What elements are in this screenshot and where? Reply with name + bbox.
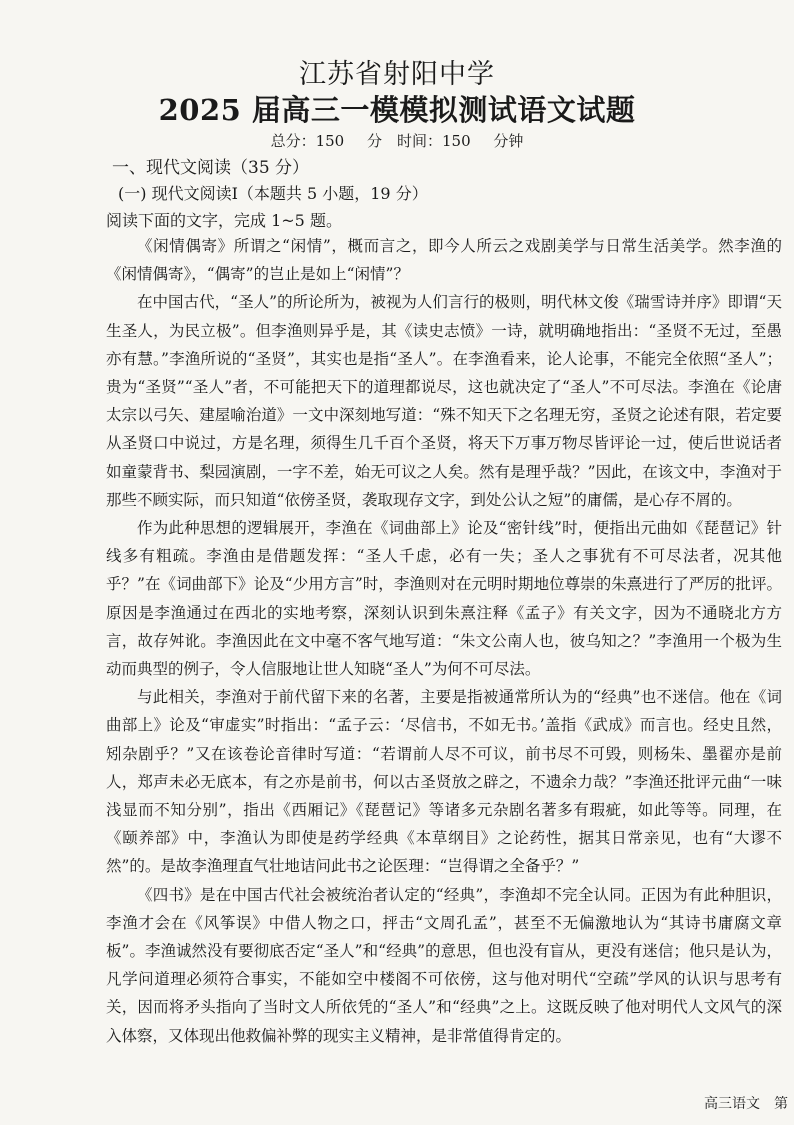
reading-instruction: 阅读下面的文字，完成 1~5 题。 xyxy=(106,211,342,230)
subsection-heading: (一) 现代文阅读Ⅰ（本题共 5 小题，19 分） xyxy=(118,184,428,203)
passage-paragraph: 《闲情偶寄》所谓之“闲情”，概而言之，即今人所云之戏剧美学与日常生活美学。然李渔的《闲情偶寄》，“偶寄”的岂止是如上“闲情”？ xyxy=(106,237,782,284)
page-footer: 高三语文 第 xyxy=(704,1096,788,1112)
reading-passage xyxy=(106,232,782,1050)
passage-paragraph: 与此相关，李渔对于前代留下来的名著，主要是指被通常所认为的“经典”也不迷信。他在《词曲部上》论及“审虚实”时指出：“孟子云：‘尽信书，不如无书。’盖指《武成》而言也。经史且然，矧杂剧乎？”又在该卷论音律时写道：“若谓前人尽不可议，前书尽不可毁，则杨朱、墨翟亦是前人，郑声未必无底本，有之亦是前书，何以古圣贤放之辟之，不遗余力哉？”李渔还批评元曲“一味浅显而不知分别”，指出《西厢记》《琵琶记》等诸多元杂剧名著多有瑕疵，如此等等。同理，在《颐养部》中，李渔认为即使是药学经典《本草纲目》之论药性，据其日常亲见，也有“大谬不然”的。是故李渔理直气壮地诘问此书之论医理：“岂得谓之全备乎？” xyxy=(106,688,782,876)
section-heading: 一、现代文阅读（35 分） xyxy=(112,158,310,178)
passage-paragraph: 作为此种思想的逻辑展开，李渔在《词曲部上》论及“密针线”时，便指出元曲如《琵琶记》针线多有粗疏。李渔由是借题发挥：“圣人千虑，必有一失；圣人之事犹有不可尽法者，况其他乎？”在《词曲部下》论及“少用方言”时，李渔则对在元明时期地位尊崇的朱熹进行了严厉的批评。原因是李渔通过在西北的实地考察，深刻认识到朱熹注释《孟子》有关文字，因为不通晓北方方言，故存舛讹。李渔因此在文中毫不客气地写道：“朱文公南人也，彼乌知之？”李渔用一个极为生动而典型的例子，令人信服地让世人知晓“圣人”为何不可尽法。 xyxy=(106,519,782,679)
passage-paragraph: 《四书》是在中国古代社会被统治者认定的“经典”，李渔却不完全认同。正因为有此种胆识，李渔才会在《风筝误》中借人物之口，抨击“文周孔孟”，甚至不无偏激地认为“其诗书庸腐文章板”。李渔诚然没有要彻底否定“圣人”和“经典”的意思，但也没有盲从，更没有迷信；他只是认为，凡学问道理必须符合事实，不能如空中楼阁不可依傍，这与他对明代“空疏”学风的认识与思考有关，因而将矛头指向了当时文人所依凭的“圣人”和“经典”之上。这既反映了他对明代人文风气的深入体察，又体现出他救偏补弊的现实主义精神，是非常值得肯定的。 xyxy=(106,885,782,1045)
school-name: 江苏省射阳中学 xyxy=(299,59,495,90)
exam-title: 2025 届高三一模模拟测试语文试题 xyxy=(158,93,636,127)
passage-paragraph: 在中国古代，“圣人”的所论所为，被视为人们言行的极则，明代林文俊《瑞雪诗并序》即谓“天生圣人，为民立极”。但李渔则异乎是，其《读史志愤》一诗，就明确地指出：“圣贤不无过，至愚亦有慧。”李渔所说的“圣贤”，其实也是指“圣人”。在李渔看来，论人论事，不能完全依照“圣人”；贵为“圣贤”“圣人”者，不可能把天下的道理都说尽，这也就决定了“圣人”不可尽法。李渔在《论唐太宗以弓矢、建屋喻治道》一文中深刻地写道：“殊不知天下之名理无穷，圣贤之论述有限，若定要从圣贤口中说过，方是名理，须得生几千百个圣贤，将天下万事万物尽皆评论一过，使后世说话者如童蒙背书、梨园演剧，一字不差，始无可议之人矣。然有是理乎哉？”因此，在该文中，李渔对于那些不顾实际，而只知道“依傍圣贤，袭取现存文字，到处公认之短”的庸儒，是心存不屑的。 xyxy=(106,293,782,509)
exam-meta: 总分：150 分 时间：150 分钟 xyxy=(270,132,524,150)
